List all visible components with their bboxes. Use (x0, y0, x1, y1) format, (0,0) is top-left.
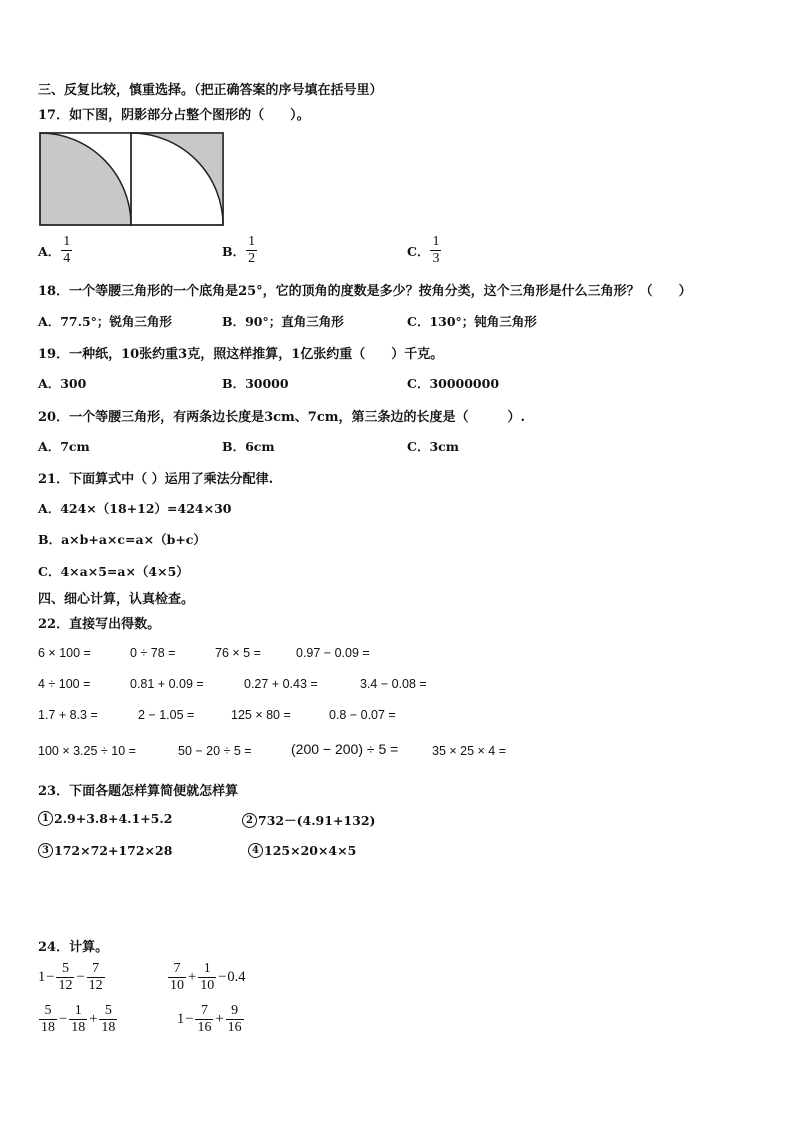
q22-item: 0.97 − 0.09 = (296, 646, 370, 660)
q24-expression-3: $\frac{5}{18}$ − $\frac{1}{18}$ + $\frac{5}{18}$ (41, 1003, 116, 1035)
q22-item: 4 ÷ 100 = (38, 677, 91, 691)
q22-item: 0.8 − 0.07 = (329, 708, 396, 722)
q21-stem: 21．下面算式中（ ）运用了乘法分配律. (38, 472, 274, 487)
q18-option-b[interactable]: B．90°；直角三角形 (222, 314, 344, 329)
circled-number-2: 2 (242, 813, 257, 828)
q22-item: 6 × 100 = (38, 646, 91, 660)
option-letter: C． (407, 243, 430, 259)
q21-option-a[interactable]: A．424×（18+12）=424×30 (38, 501, 232, 516)
q22-item: 50 − 20 ÷ 5 = (178, 744, 252, 758)
q22-item: 125 × 80 = (231, 708, 291, 722)
q17-option-b[interactable] (222, 234, 258, 267)
q22-item: (200 − 200) ÷ 5 = (291, 741, 399, 757)
q17-option-a[interactable] (38, 234, 73, 267)
q17-option-b-fraction: $\frac{1}{2}$ (248, 234, 256, 266)
q18-stem: 18．一个等腰三角形的一个底角是25°，它的顶角的度数是多少？按角分类，这个三角形是什么三角形？（ ） (38, 284, 692, 299)
q20-option-a[interactable]: A．7cm (38, 439, 90, 454)
q21-option-c[interactable]: C．4×a×5=a×（4×5） (38, 564, 189, 579)
q19-stem: 19．一种纸，10张约重3克，照这样推算，1亿张约重（ ）千克。 (38, 347, 444, 362)
q24-expression-4: 1 − $\frac{7}{16}$ + $\frac{9}{16}$ (177, 1003, 242, 1035)
q18-option-c[interactable]: C．130°；钝角三角形 (407, 314, 537, 329)
q23-stem: 23．下面各题怎样算简便就怎样算 (38, 784, 239, 799)
q23-item-1: 1 2.9+3.8+4.1+5.2 (38, 811, 172, 826)
q19-option-c[interactable]: C．30000000 (407, 376, 500, 391)
option-letter: A． (38, 243, 61, 259)
q19-option-a[interactable]: A．300 (38, 376, 87, 391)
q22-item: 100 × 3.25 ÷ 10 = (38, 744, 136, 758)
q17-option-c-fraction: $\frac{1}{3}$ (432, 234, 440, 266)
q23-item-4: 4 125×20×4×5 (248, 843, 356, 858)
q24-expression-2: $\frac{7}{10}$ + $\frac{1}{10}$ − 0.4 (170, 961, 246, 993)
q21-option-b[interactable]: B．a×b+a×c=a×（b+c） (38, 532, 206, 547)
circled-number-4: 4 (248, 843, 263, 858)
q22-item: 1.7 + 8.3 = (38, 708, 98, 722)
q22-item: 35 × 25 × 4 = (432, 744, 507, 758)
circled-number-1: 1 (38, 811, 53, 826)
q22-item: 2 − 1.05 = (138, 708, 195, 722)
q22-item: 3.4 − 0.08 = (360, 677, 427, 691)
q18-option-a[interactable]: A．77.5°；锐角三角形 (38, 314, 172, 329)
q20-stem: 20．一个等腰三角形，有两条边长度是3cm、7cm，第三条边的长度是（ ）. (38, 410, 526, 425)
q23-item-2: 2 732－(4.91+132) (242, 811, 375, 829)
q17-option-a-fraction: $\frac{1}{4}$ (63, 234, 71, 266)
q17-stem: 17．如下图，阴影部分占整个图形的（ ）。 (38, 108, 310, 123)
q17-option-c[interactable] (407, 234, 442, 267)
circled-number-3: 3 (38, 843, 53, 858)
q22-item: 76 × 5 = (215, 646, 261, 660)
section-4-title: 四、细心计算，认真检查。 (38, 592, 195, 607)
section-3-title: 三、反复比较，慎重选择。（把正确答案的序号填在括号里） (38, 83, 383, 98)
q20-option-b[interactable]: B．6cm (222, 439, 275, 454)
q22-item: 0 ÷ 78 = (130, 646, 176, 660)
q24-expression-1: 1 − $\frac{5}{12}$ − $\frac{7}{12}$ (38, 961, 103, 993)
q22-item: 0.81 + 0.09 = (130, 677, 204, 691)
q22-stem: 22．直接写出得数。 (38, 617, 161, 632)
option-letter: B． (222, 243, 246, 259)
q19-option-b[interactable]: B．30000 (222, 376, 289, 391)
q22-item: 0.27 + 0.43 = (244, 677, 318, 691)
q17-figure (39, 132, 225, 227)
q23-item-3: 3 172×72+172×28 (38, 843, 172, 858)
q20-option-c[interactable]: C．3cm (407, 439, 459, 454)
q24-stem: 24．计算。 (38, 940, 109, 955)
